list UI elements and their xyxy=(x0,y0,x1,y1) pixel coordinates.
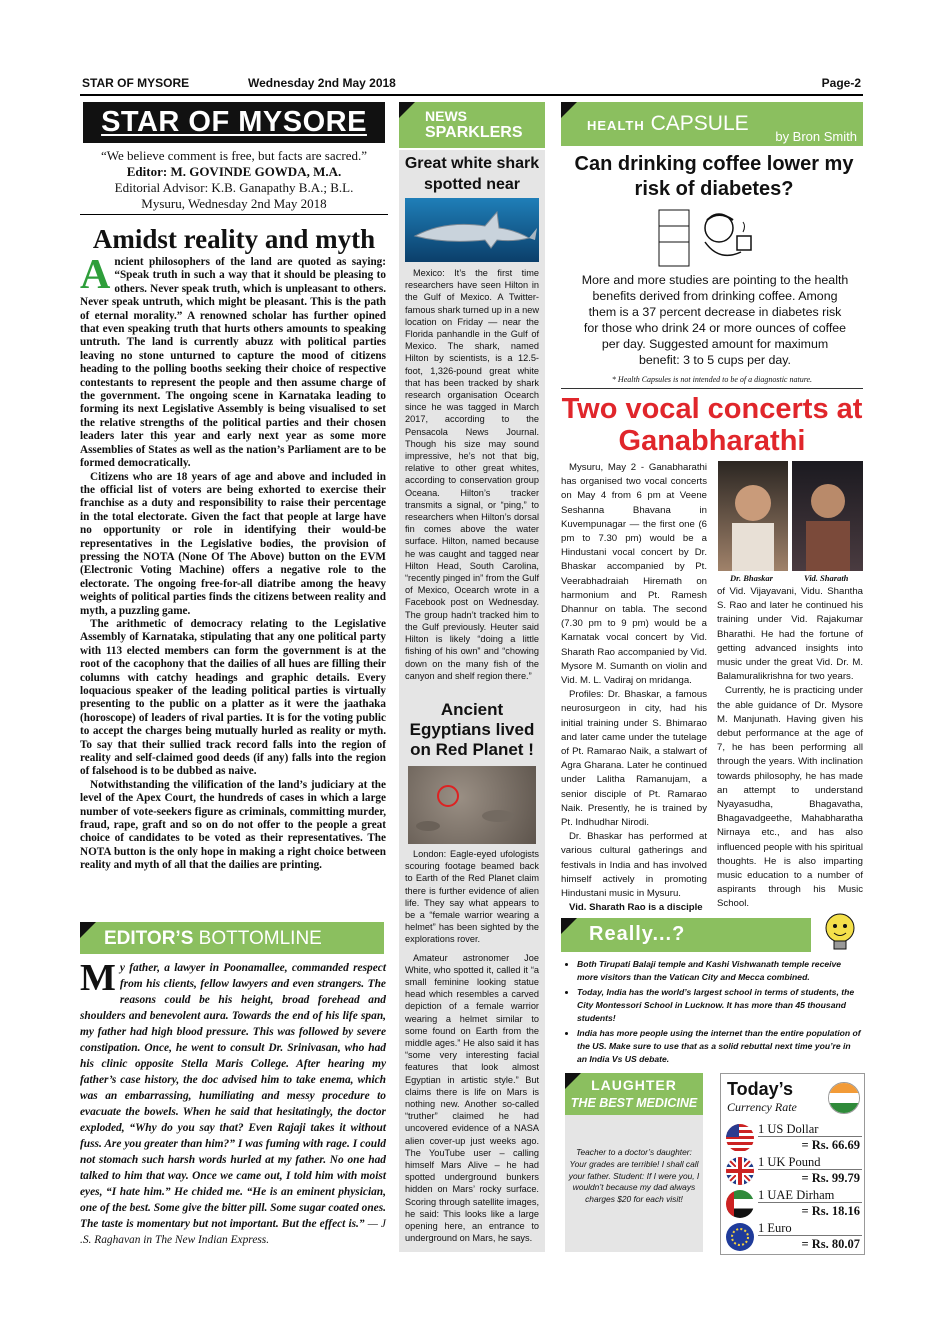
health-capsule-banner xyxy=(561,102,863,146)
india-flag-icon xyxy=(828,1082,860,1114)
egypt-headline: Ancient Egyptians lived on Red Planet ! xyxy=(409,700,535,759)
editorial-headline: Amidst reality and myth xyxy=(92,224,376,254)
currency-name: 1 Euro xyxy=(758,1221,792,1235)
bottomline-banner xyxy=(80,922,384,954)
photo-vid-sharath xyxy=(792,461,863,571)
concert-headline: Two vocal concerts at Ganabharathi xyxy=(561,393,863,457)
currency-row xyxy=(726,1122,862,1154)
egypt-paragraph: Amateur astronomer Joe White, who spotted it, called it “a small feminine looking statue head which resembles a carved depiction of a female warrior wearing a helmet similar to some found on Earth from the middle ages.” He also said it has “some very interesting facial features that look almost Egyptian in artistic style.” But claims there is life on Mars is nothing new. Another so-called “truther” claimed he had uncovered evidence of a NASA alien cover-up just weeks ago. The YouTube user – calling himself Mars Alive – he had spotted underground bunkers hidden on Mars’ rocky surface. Scoring through satellite images, he said: This looks like a large opening here, an entrance to underground on Mars, he says. xyxy=(405,952,539,1244)
bottomline-credit: — J .S. Raghavan in The New Indian Express. xyxy=(80,1218,386,1246)
corner-decoration xyxy=(399,102,415,118)
masthead-dateline: Mysuru, Wednesday 2nd May 2018 xyxy=(141,196,327,211)
health-label: HEALTH CAPSULE xyxy=(587,112,749,135)
coffee-headline: Can drinking coffee lower my risk of diabetes? xyxy=(574,153,854,200)
lightbulb-mascot xyxy=(818,908,862,956)
shark-paragraph: Mexico: It’s the first time researchers have seen Hilton in the Gulf of Mexico. A Twitter-famous shark turned up in a new location on Friday — near the Florida panhandle in the Gulf of Mexico. The shark, named Hilton by scientists, is a 12.5-foot, 1,326-pound great white that has been tracked by shark research organisation Ocearch since he was tagged in March 2017, according to the Pensacola News Journal. Though his size may sound impressive, he’s not that big, relative to other great whites, according to conservation group Oceana. Hilton’s tracker transmits a signal, or “ping,” to researchers when Hilton’s dorsal fin comes above the water surface. Hilton, named because he was caught and tagged near Hilton Head, South Carolina, “recently pinged in” from the Gulf of Mexico, Ocearch wrote in a Facebook post on Wednesday. The group hadn’t tracked him to the Gulf previously. Heuter said Hilton is likely “doing a little fishing of his own” and “chowing down on the many fish of the canyon and shelf region there.” xyxy=(405,268,539,681)
editorial-body xyxy=(80,252,386,873)
really-banner xyxy=(561,918,811,952)
corner-decoration xyxy=(80,922,96,938)
concert-paragraph: Profiles: Dr. Bhaskar, a famous neurosurgeon in city, had his initial training under S. Bhimarao and later came under the tutelage of Pt. Ramarao Naik, a stalwart of Agra Gharana. Later he continued under Lalitha Ramanujam, a senior disciple of Pt. Ramarao Naik. Presently, he is trained by Pt. Indhudhar Nirodi. xyxy=(561,689,707,829)
shark-article xyxy=(405,267,539,682)
photo-caption-1: Dr. Bhaskar xyxy=(730,573,773,583)
currency-value: = Rs. 66.69 xyxy=(801,1138,860,1152)
divider xyxy=(758,1202,862,1203)
news-label-2: SPARKLERS xyxy=(425,124,523,141)
laughter-joke: Teacher to a doctor’s daughter: Your grades are terrible! I shall call your father. Student: If I were you, I wouldn’t because my dad always charges $20 for each visit! xyxy=(568,1147,700,1205)
portrait-icon xyxy=(718,461,788,571)
portrait-icon xyxy=(792,461,863,571)
coffee-illustration xyxy=(657,206,767,268)
corner-decoration xyxy=(561,102,577,118)
header-date: Wednesday 2nd May 2018 xyxy=(248,76,396,90)
list-item: • Today, India has the world’s largest school in terms of students, the City Montessori School in Lucknow. It has more than 45 thousand students! xyxy=(577,986,863,1025)
concert-paragraph: of Vid. Vijayavani, Vidu. Shantha S. Rao and later he continued his training under Vid. Rajakumar Bharathi. He had the fortune of getting advanced insights into music under the great Vid. Dr. M. Balamuralikrishna for two years. xyxy=(717,586,863,683)
editorial-paragraph: Notwithstanding the vilification of the land’s judiciary at the level of the Apex Court, the hundreds of cases in which a large number of vote-seekers figure as criminals, committing murder, fraud, rape, graft and so on do not offer to the people a great choice of candidates to be voted as their representatives. The NOTA button is the only hope in making a right choice between reality and myth of all that the dailies are printing. xyxy=(80,778,386,872)
concert-paragraph: Vid. Sharath Rao is a disciple xyxy=(569,902,703,914)
editorial-paragraph: Citizens who are 18 years of age and above and included in the official list of voters are being exhorted to exercise their franchise as a duty and responsibility to raise their percentage in the total electorate. Given the fact that people at large have no opportunity or role in identifying their would-be representatives in the Legislative bodies, the provision of pressing the NOTA (None Of The Above) button on the EVM (Electronic Voting Machine) offers a negative role to the electorate. The ongoing free-for-all diatribe among the heavy weights of political parties finds the citizens between reality and myth, a puzzling game. xyxy=(80,470,386,617)
coffee-body: More and more studies are pointing to the health benefits derived from drinking coffee. Among them is a 37 percent decrease in diabetes risk for those who drink 24 or more ounces of coffee per day. Suggested amount for maximum benefit: 3 to 5 cups per day. xyxy=(581,273,849,367)
bottomline-text: y father, a lawyer in Poonamallee, commanded respect from his clients, fellow lawyers and even strangers. The reasons could be his height, broad forehead and shoulders and benevolent aura. Towards the end of his life span, my father had high blood pressure. This was followed by severe constipation. Once, he went to consult Dr. Srinivasan, who had his clinic opposite Stella Maris College. After hearing my father’s case history, the doc advised him to take enema, which was an embarrassing, humiliating and messy procedure to evacuate the bowels. When he said that hesitatingly, the doctor exploded, “Why do you say that? Even Rajaji takes it without fuss. Are you greater than him?” I was fuming with rage. I could not stomach such harsh words hurled at my father. No one had talked to him that way. Once we came out, I told him with moist eyes, “I hate him.” He chided me. “He is an eminent physician, one of the best. Some give the bitter pill. Some sugar coated ones. The taste is momentary but not important. But the effect is.” xyxy=(80,962,386,1230)
union-jack-icon xyxy=(726,1157,754,1185)
photo-caption-2: Vid. Sharath xyxy=(804,573,849,583)
us-flag-icon xyxy=(726,1124,754,1152)
shark-headline: Great white shark spotted near xyxy=(404,155,540,193)
currency-value: = Rs. 18.16 xyxy=(801,1204,860,1218)
lightbulb-icon xyxy=(818,908,862,956)
uk-flag-icon xyxy=(726,1157,754,1185)
health-byline: by Bron Smith xyxy=(775,129,857,144)
currency-row xyxy=(726,1221,862,1253)
health-disclaimer: * Health Capsules is not intended to be of a diagnostic nature. xyxy=(561,375,863,389)
photo-dr-bhaskar xyxy=(718,461,788,571)
concert-column-1 xyxy=(561,461,707,916)
concert-column-2 xyxy=(717,585,863,912)
currency-name: 1 UK Pound xyxy=(758,1155,821,1169)
laughter-banner xyxy=(565,1073,703,1115)
currency-value: = Rs. 99.79 xyxy=(801,1171,860,1185)
news-sparklers-banner xyxy=(399,102,545,148)
coffee-drinker-icon xyxy=(657,206,767,268)
currency-subtitle: Currency Rate xyxy=(727,1100,797,1114)
currency-row xyxy=(726,1155,862,1187)
bottomline-label: EDITOR’S BOTTOMLINE xyxy=(104,928,322,949)
news-label-1: NEWS xyxy=(425,108,467,124)
page-header xyxy=(80,74,863,96)
laughter-label-2: THE BEST MEDICINE xyxy=(570,1096,698,1110)
eu-stars-icon xyxy=(726,1223,754,1251)
uae-flag-icon xyxy=(726,1190,754,1218)
masthead-motto: “We believe comment is free, but facts are sacred.” xyxy=(100,148,368,163)
really-label: Really...? xyxy=(589,923,686,945)
concert-paragraph: Currently, he is practicing under the able guidance of Dr. Mysore M. Manjunath. Having given his debut performance at the age of 7, he has been performing all through the years. With inclination towards philosophy, he has made an attempt to understand Nyayasudha, Bhagavatha, Bhagavadgeethe, Mahabharatha Nirnaya etc., and has also influenced people with his spiritual thoughts. He is also imparting music education to a number of aspirants through his Music School. xyxy=(717,685,863,910)
concert-photos xyxy=(718,461,863,571)
divider xyxy=(758,1136,862,1137)
laughter-label-1: LAUGHTER xyxy=(591,1077,677,1093)
egypt-paragraph: London: Eagle-eyed ufologists scouring footage beamed back to Earth of the Red Planet claim there is further evidence of alien life. They say what appears to be a “female warrior wearing a helmet” has been sighted by the explorations rover. xyxy=(405,849,539,945)
divider xyxy=(80,214,388,215)
editorial-paragraph: The arithmetic of democracy relating to the Legislative Assembly of Karnataka, stipulating that any one political party with 113 elected members can form the government is at the root of the cacophony that the dailies of all hues are filling their columns with catchy headings and graphic details. Every loquacious speaker of the leading political parties is virtually presenting to the public on a platter as it were the jaathaka (horoscope) of leaders of rival parties. It is for the voting public to accept the charges being mutually hurled as reality or myth. To say that their sullied track record falls into the region of reality and self-claimed good deeds (if any) falls into the region of falsehood is to be dubbed as naive. xyxy=(80,617,386,778)
eu-flag-icon xyxy=(726,1223,754,1251)
list-item: • Both Tirupati Balaji temple and Kashi Vishwanath temple receive more visitors than the Vatican City and Mecca combined. xyxy=(577,958,863,984)
masthead-editor: Editor: M. GOVINDE GOWDA, M.A. xyxy=(126,164,342,179)
currency-title: Today’s xyxy=(727,1079,794,1099)
corner-decoration xyxy=(561,918,577,934)
masthead xyxy=(83,102,385,143)
editorial-paragraph: ncient philosophers of the land are quoted as saying: “Speak truth in such a way that it should be pleasing to others. Never speak truth, which is unpleasant to others. Never speak untruth, which might be pleasant. This is the path of eternal morality.” A renowned scholar has further opined that even speaking truth that hurts others amounts to speaking untruth. The land is currently abuzz with political parties leaving no stone unturned to capture the mood of citizens heading to the polling booths seeking their choice of respective contestants to represent the people and then assume charge of the government. The ongoing scene in Karnataka leading to forming its next Legislative Assembly is being visualised to set the relative strengths of the political parties and their chosen leaders later this year and early next year as some more Assemblies of States as well as the nation’s Parliament are to be formed democratically. xyxy=(80,256,386,470)
concert-paragraph: Mysuru, May 2 - Ganabharathi has organised two vocal concerts on May 4 from 6 pm at Veene Seshanna Bhavana in Kuvempunagar — the first one (6 pm to 7.30 pm) would be a Hindustani vocal concert by Dr. Bhaskar accompanied by Pt. Veerabhadraiah Hiremath on harmonium and Pt. Ramesh Dhannur on tabla. The second (7.30 pm to 9 pm) would be a Karnatak vocal concert by Vid. Sharath Rao accompanied by Vid. Mysore M. Sumanth on violin and Vid. M. L. Vadiraj on mridanga. xyxy=(561,462,707,687)
shark-icon xyxy=(405,198,539,262)
editorial-dropcap: A xyxy=(80,252,111,298)
currency-value: = Rs. 80.07 xyxy=(801,1237,860,1251)
currency-row xyxy=(726,1188,862,1220)
divider xyxy=(758,1169,862,1170)
masthead-advisor: Editorial Advisor: K.B. Ganapathy B.A.; B.L. xyxy=(114,180,354,195)
list-item: • India has more people using the internet than the entire population of the US. Make sure to use that as a solid rebuttal next time you’re in an India Vs US debate. xyxy=(577,1027,863,1066)
concert-paragraph: Dr. Bhaskar has performed at various cultural gatherings and festivals in India and has involved himself actively in promoting Hindustani music in Mysuru. xyxy=(561,831,707,900)
masthead-title: STAR OF MYSORE xyxy=(101,106,367,138)
header-page-number: Page-2 xyxy=(821,76,861,90)
egypt-article xyxy=(405,848,539,1245)
shark-photo xyxy=(405,198,539,262)
mars-photo xyxy=(408,766,536,844)
currency-name: 1 US Dollar xyxy=(758,1122,819,1136)
bottomline-dropcap: M xyxy=(80,957,116,999)
currency-name: 1 UAE Dirham xyxy=(758,1188,835,1202)
really-list xyxy=(565,958,863,1068)
header-paper-name: STAR OF MYSORE xyxy=(82,76,190,90)
bottomline-body xyxy=(80,957,386,1248)
mars-rock-icon xyxy=(408,766,536,844)
divider xyxy=(758,1235,862,1236)
